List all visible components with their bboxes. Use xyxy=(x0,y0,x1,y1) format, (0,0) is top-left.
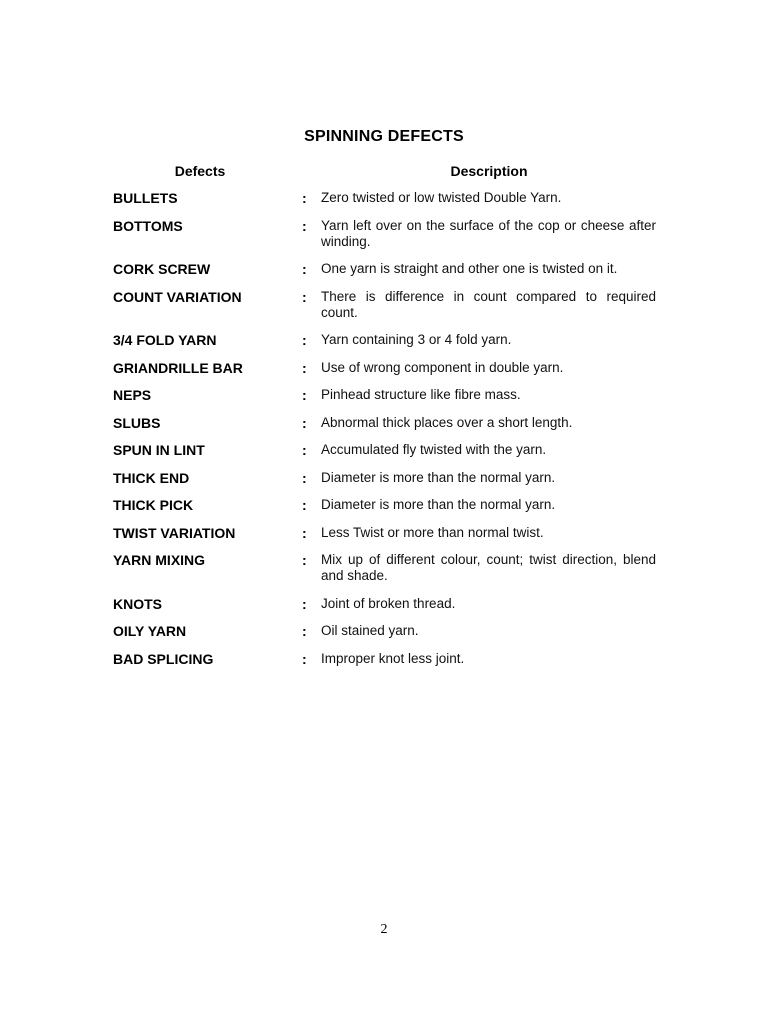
defect-name: THICK END xyxy=(113,469,190,486)
defect-name: THICK PICK xyxy=(113,497,194,513)
separator-colon: : xyxy=(302,387,307,403)
defect-row xyxy=(113,190,658,206)
separator-colon: : xyxy=(302,623,307,639)
defect-description: One yarn is straight and other one is twisted on it. xyxy=(321,261,618,276)
separator-colon: : xyxy=(302,217,307,234)
page-number: 2 xyxy=(380,922,388,937)
defect-description: Less Twist or more than normal twist. xyxy=(321,524,544,540)
defect-row xyxy=(113,596,658,612)
separator-colon: : xyxy=(302,497,307,513)
defect-name: 3/4 FOLD YARN xyxy=(113,332,217,348)
defect-row xyxy=(113,497,658,513)
defect-row xyxy=(113,387,658,403)
defect-name: TWIST VARIATION xyxy=(113,524,236,541)
defect-description: Yarn left over on the surface of the cop or cheese after winding. xyxy=(321,217,656,249)
defect-row xyxy=(113,552,658,584)
defect-row xyxy=(113,261,658,277)
defect-name: BULLETS xyxy=(113,190,178,206)
defect-row xyxy=(113,332,658,348)
defect-row xyxy=(113,651,658,667)
separator-colon: : xyxy=(302,332,307,348)
separator-colon: : xyxy=(302,261,307,277)
separator-colon: : xyxy=(302,595,307,612)
defect-description: Abnormal thick places over a short length. xyxy=(321,414,573,430)
separator-colon: : xyxy=(302,414,307,431)
separator-colon: : xyxy=(302,288,307,305)
separator-colon: : xyxy=(302,469,307,486)
defect-description: Mix up of different colour, count; twist direction, blend and shade. xyxy=(321,552,656,583)
defect-row xyxy=(113,218,658,250)
defect-name: COUNT VARIATION xyxy=(113,288,242,305)
column-header-defects: Defects xyxy=(174,163,226,179)
defect-description: Joint of broken thread. xyxy=(321,595,456,611)
defect-row xyxy=(113,442,658,458)
separator-colon: : xyxy=(302,442,307,458)
column-headers xyxy=(0,163,768,181)
defect-description: Zero twisted or low twisted Double Yarn. xyxy=(321,190,562,205)
column-header-description: Description xyxy=(450,163,528,179)
defect-name: KNOTS xyxy=(113,595,162,612)
defect-row xyxy=(113,360,658,376)
separator-colon: : xyxy=(302,524,307,541)
defect-description: Use of wrong component in double yarn. xyxy=(321,359,564,375)
defect-row xyxy=(113,470,658,486)
defect-description: Improper knot less joint. xyxy=(321,650,465,666)
defect-description: Yarn containing 3 or 4 fold yarn. xyxy=(321,332,512,347)
defect-description: Diameter is more than the normal yarn. xyxy=(321,497,556,512)
defect-name: BAD SPLICING xyxy=(113,650,214,667)
defect-name: YARN MIXING xyxy=(113,552,206,568)
separator-colon: : xyxy=(302,190,307,206)
defect-name: SLUBS xyxy=(113,414,161,431)
defect-description: Accumulated fly twisted with the yarn. xyxy=(321,442,547,457)
defect-row xyxy=(113,415,658,431)
page-title: SPINNING DEFECTS xyxy=(304,128,464,145)
defect-row xyxy=(113,289,658,321)
defect-name: NEPS xyxy=(113,387,152,403)
defects-list xyxy=(113,190,658,678)
defect-row xyxy=(113,623,658,639)
defect-name: GRIANDRILLE BAR xyxy=(113,359,243,376)
defect-name: CORK SCREW xyxy=(113,261,211,277)
defect-description: There is difference in count compared to required count. xyxy=(321,288,656,320)
separator-colon: : xyxy=(302,650,307,667)
separator-colon: : xyxy=(302,359,307,376)
defect-name: SPUN IN LINT xyxy=(113,442,205,458)
defect-name: BOTTOMS xyxy=(113,217,183,234)
defect-row xyxy=(113,525,658,541)
defect-name: OILY YARN xyxy=(113,623,187,639)
defect-description: Diameter is more than the normal yarn. xyxy=(321,469,556,485)
separator-colon: : xyxy=(302,552,307,568)
defect-description: Oil stained yarn. xyxy=(321,623,419,638)
defect-description: Pinhead structure like fibre mass. xyxy=(321,387,521,402)
